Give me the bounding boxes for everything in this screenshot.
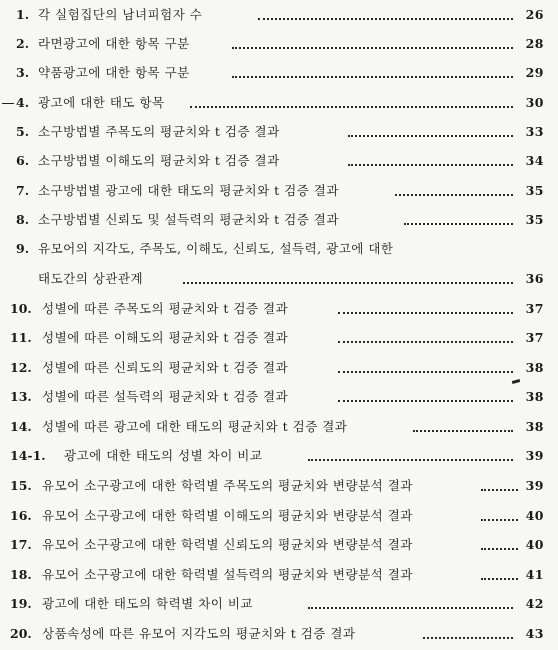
entry-title: 광고에 대한 태도 항목 (38, 95, 165, 110)
toc-entry (0, 209, 558, 231)
toc-entry (0, 268, 558, 290)
entry-title: 유모어 소구광고에 대한 학력별 주목도의 평균치와 변량분석 결과 (42, 478, 413, 493)
entry-number: 10. (10, 301, 32, 316)
entry-number: 18. (10, 567, 32, 582)
entry-number: 11. (10, 330, 32, 345)
entry-number: 3. (16, 65, 30, 80)
entry-number: 12. (10, 360, 32, 375)
page-number: 41 (525, 567, 544, 582)
page-number: 28 (525, 36, 544, 51)
toc-entry (0, 534, 558, 556)
toc-entry (0, 33, 558, 55)
entry-number: 6. (16, 153, 30, 168)
page-number: 38 (525, 360, 544, 375)
dot-leader (190, 106, 513, 108)
dot-leader (481, 548, 518, 550)
entry-title: 소구방법별 신뢰도 및 설득력의 평균치와 t 검증 결과 (38, 212, 339, 227)
entry-title: 라면광고에 대한 항목 구분 (38, 36, 190, 51)
page-number: 30 (525, 95, 544, 110)
entry-title: 약품광고에 대한 항목 구분 (38, 65, 190, 80)
toc-entry (0, 475, 558, 497)
entry-number: 7. (16, 183, 30, 198)
page-number: 39 (525, 448, 544, 463)
page-number: 26 (525, 7, 544, 22)
entry-title: 성별에 따른 설득력의 평균치와 t 검증 결과 (42, 389, 289, 404)
page-number: 33 (525, 124, 544, 139)
entry-title: 소구방법별 이해도의 평균치와 t 검증 결과 (38, 153, 280, 168)
dot-leader (481, 489, 518, 491)
toc-entry (0, 357, 558, 379)
dot-leader (338, 400, 513, 402)
toc-entry (0, 62, 558, 84)
page-number: 38 (525, 419, 544, 434)
entry-title: 광고에 대한 태도의 성별 차이 비교 (64, 448, 263, 463)
entry-number: 16. (10, 508, 32, 523)
toc-entry (0, 4, 558, 26)
toc-entry (0, 150, 558, 172)
entry-number: 9. (16, 241, 30, 256)
toc-entry (0, 121, 558, 143)
dot-leader (232, 47, 513, 49)
dot-leader (338, 341, 513, 343)
entry-title: 성별에 따른 신뢰도의 평균치와 t 검증 결과 (42, 360, 289, 375)
toc-entry (0, 564, 558, 586)
dot-leader (258, 18, 513, 20)
toc-entry (0, 593, 558, 615)
entry-title: 성별에 따른 광고에 대한 태도의 평균치와 t 검증 결과 (42, 419, 348, 434)
toc-entry (0, 505, 558, 527)
toc-entry (0, 238, 558, 260)
page-number: 29 (525, 65, 544, 80)
entry-title: 태도간의 상관관계 (38, 271, 144, 286)
dot-leader (232, 76, 513, 78)
page-number: 42 (525, 596, 544, 611)
entry-number: 20. (10, 626, 32, 641)
dot-leader (404, 223, 513, 225)
entry-number: 17. (10, 537, 32, 552)
entry-title: 상품속성에 따른 유모어 지각도의 평균치와 t 검증 결과 (42, 626, 356, 641)
page-number: 37 (525, 330, 544, 345)
dot-leader (395, 194, 513, 196)
dot-leader (338, 312, 513, 314)
page-number: 38 (525, 389, 544, 404)
entry-number: 13. (10, 389, 32, 404)
dot-leader (423, 637, 513, 639)
dot-leader (183, 282, 513, 284)
entry-number: 15. (10, 478, 32, 493)
page-number: 35 (525, 183, 544, 198)
dot-leader (481, 519, 518, 521)
entry-title: 유모어 소구광고에 대한 학력별 이해도의 평균치와 변량분석 결과 (42, 508, 413, 523)
entry-number: 14-1. (10, 448, 46, 463)
page-number: 36 (525, 271, 544, 286)
entry-number: 19. (10, 596, 32, 611)
entry-title: 성별에 따른 이해도의 평균치와 t 검증 결과 (42, 330, 289, 345)
page-number: 40 (525, 508, 544, 523)
entry-title: 유모어의 지각도, 주목도, 이해도, 신뢰도, 설득력, 광고에 대한 (38, 241, 394, 256)
toc-entry (0, 623, 558, 645)
dot-leader (348, 164, 513, 166)
entry-number: 8. (16, 212, 30, 227)
dot-leader (413, 430, 513, 432)
entry-title: 소구방법별 광고에 대한 태도의 평균치와 t 검증 결과 (38, 183, 339, 198)
page-number: 40 (525, 537, 544, 552)
entry-number: 1. (16, 7, 30, 22)
entry-number: 14. (10, 419, 32, 434)
page-number: 34 (525, 153, 544, 168)
page-number: 43 (525, 626, 544, 641)
page-number: 39 (525, 478, 544, 493)
entry-title: 각 실험집단의 남녀피험자 수 (38, 7, 203, 22)
margin-mark (2, 103, 14, 104)
toc-entry (0, 327, 558, 349)
entry-title: 소구방법별 주목도의 평균치와 t 검증 결과 (38, 124, 280, 139)
toc-entry (0, 298, 558, 320)
entry-title: 성별에 따른 주목도의 평균치와 t 검증 결과 (42, 301, 289, 316)
toc-entry (0, 416, 558, 438)
toc-entry (0, 445, 558, 467)
dot-leader (308, 607, 513, 609)
entry-number: 5. (16, 124, 30, 139)
entry-title: 광고에 대한 태도의 학력별 차이 비교 (42, 596, 253, 611)
dot-leader (308, 459, 513, 461)
dot-leader (481, 578, 518, 580)
page-number: 37 (525, 301, 544, 316)
entry-title: 유모어 소구광고에 대한 학력별 신뢰도의 평균치와 변량분석 결과 (42, 537, 413, 552)
entry-title: 유모어 소구광고에 대한 학력별 설득력의 평균치와 변량분석 결과 (42, 567, 413, 582)
toc-entry (0, 180, 558, 202)
dot-leader (348, 135, 513, 137)
entry-number: 4. (16, 95, 30, 110)
toc-entry (0, 386, 558, 408)
dot-leader (338, 371, 513, 373)
entry-number: 2. (16, 36, 30, 51)
toc-entry (0, 92, 558, 114)
page-number: 35 (525, 212, 544, 227)
